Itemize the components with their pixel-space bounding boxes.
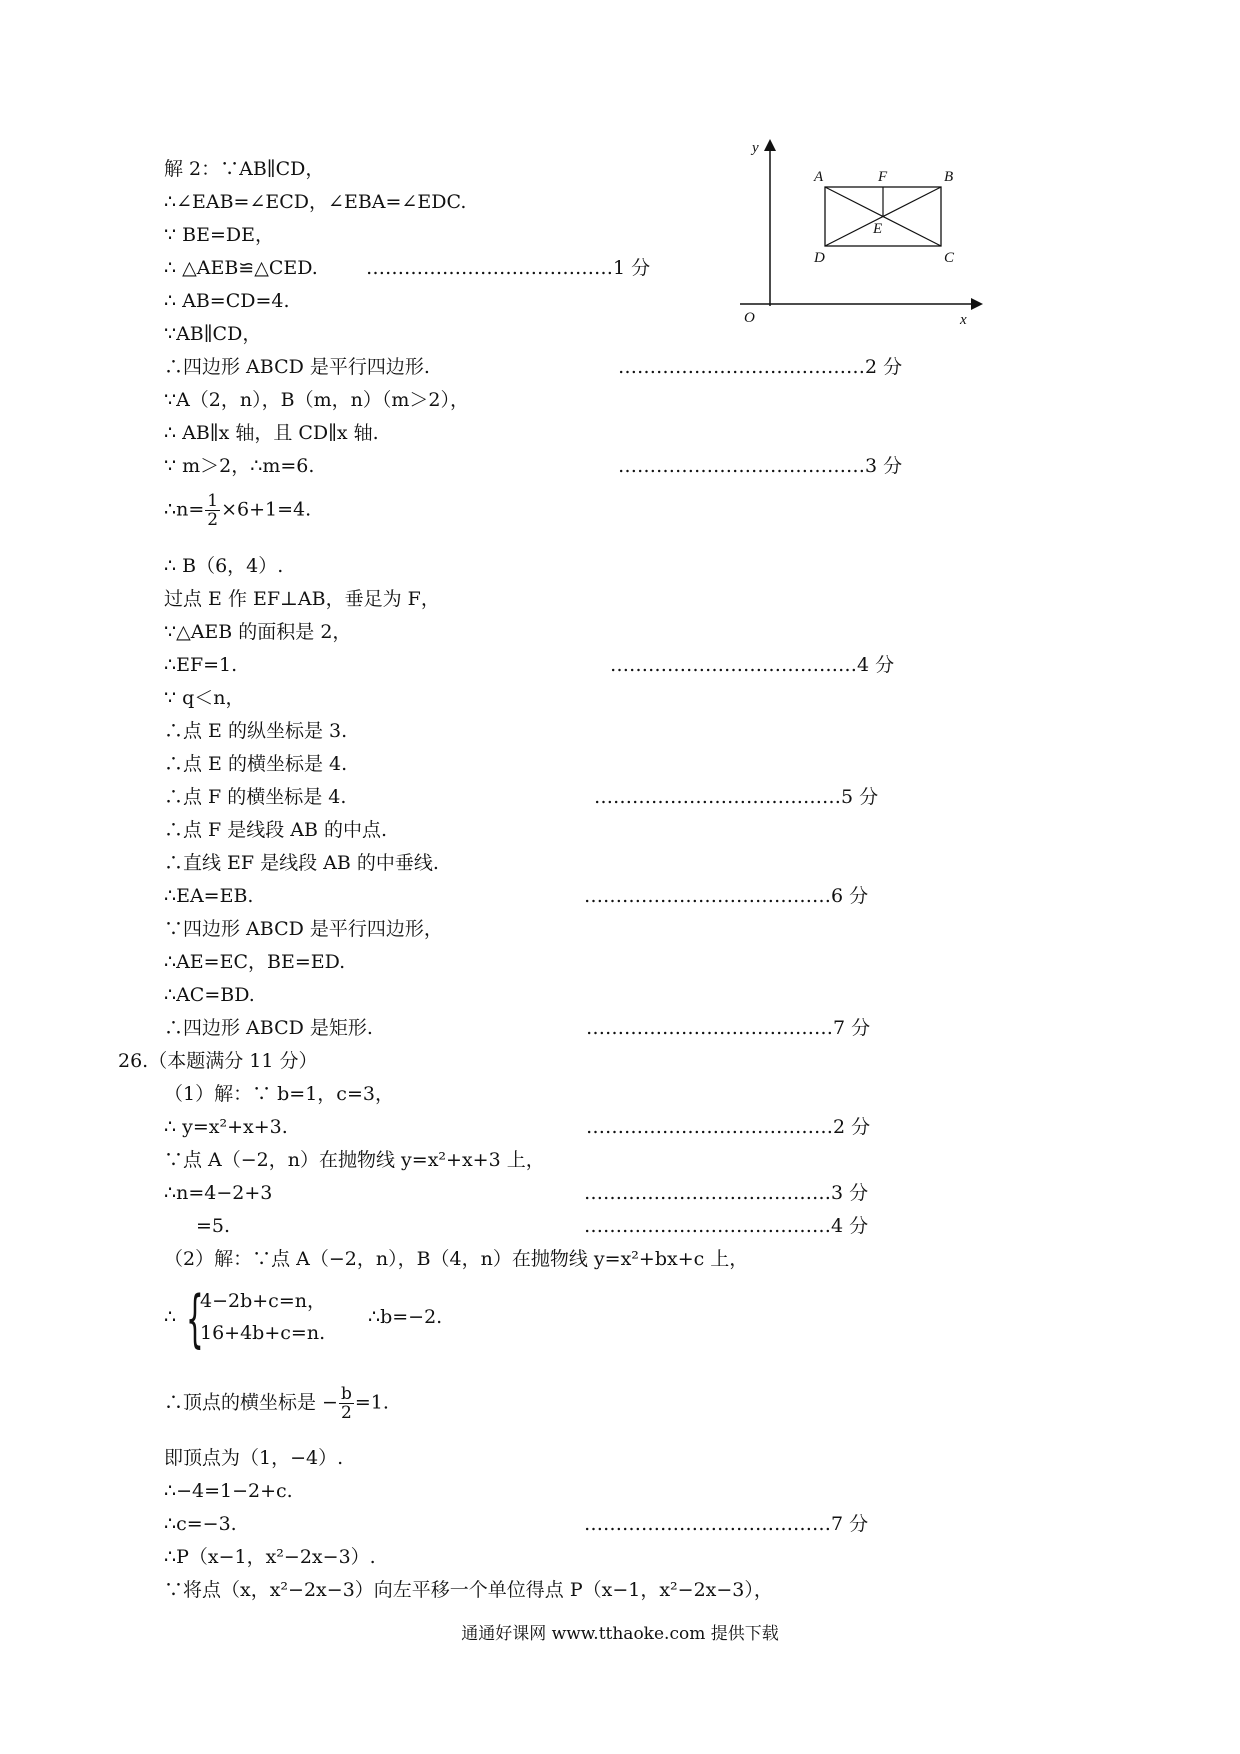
solution-line: ∵ m＞2，∴m=6. …………………………………3 分 [164,452,314,480]
solution-line: ∵ BE=DE， [164,224,274,246]
label-b: B [944,169,954,185]
solution-line: ∴n= $\frac{1}{2}$ ×6+1=4. [164,491,312,530]
solution-line: ∴AE=EC，BE=ED. [164,951,346,973]
solution-line: ∴P（x−1，x²−2x−3）. [164,1546,376,1568]
label-origin: O [744,310,755,326]
left-brace: { [186,1282,204,1355]
solution-line: ∴n=4−2+3 …………………………………3 分 [164,1179,272,1207]
score-mark: …………………………………4 分 [610,654,895,676]
score-mark: …………………………………3 分 [618,455,903,477]
solution-line: ∴四边形 ABCD 是矩形. …………………………………7 分 [164,1014,373,1042]
solution-line: ∴ △AEB≌△CED. …………………………………1 分 [164,254,318,282]
label-a: A [814,169,824,185]
label-e: E [873,221,883,237]
fraction: $\frac{b}{2}$ [340,1384,352,1423]
solution-line: ∴ y=x²+x+3. …………………………………2 分 [164,1113,288,1141]
solution-line: ∵ q＜n， [164,687,245,709]
solution-line: ∴c=−3. …………………………………7 分 [164,1510,237,1538]
equation-2: 16+4b+c=n. [200,1322,326,1344]
solution-line: ∴点 E 的纵坐标是 3. [164,720,348,742]
solution-line: ∴EF=1. …………………………………4 分 [164,651,237,679]
score-mark: …………………………………2 分 [618,356,903,378]
solution-line: ∴直线 EF 是线段 AB 的中垂线. [164,852,439,874]
equation-1: 4−2b+c=n， [200,1290,326,1312]
label-c: C [944,250,955,266]
solution-line: 过点 E 作 EF⊥AB，垂足为 F， [164,588,440,610]
solution-line: ∵AB∥CD， [164,323,262,345]
solution-line: ∴EA=EB. …………………………………6 分 [164,882,253,910]
solution-line: ∴四边形 ABCD 是平行四边形. …………………………………2 分 [164,353,430,381]
solution-line: ∴AC=BD. [164,984,255,1006]
coordinate-figure [730,136,990,336]
score-mark: …………………………………6 分 [584,885,869,907]
label-f: F [878,169,888,185]
solution-line: ∵A（2，n），B（m，n）（m＞2）， [164,389,469,411]
solution-line: ∴ B（6，4）. [164,555,284,577]
score-mark: …………………………………7 分 [584,1513,869,1535]
score-mark: …………………………………4 分 [584,1215,869,1237]
solution-line: （2）解：∵点 A（−2，n），B（4，n）在抛物线 y=x²+bx+c 上， [164,1248,749,1270]
solution-line: ∵点 A（−2，n）在抛物线 y=x²+x+3 上， [164,1149,545,1171]
label-x: x [960,312,967,328]
solution-line: ∵将点（x，x²−2x−3）向左平移一个单位得点 P（x−1，x²−2x−3）， [164,1579,773,1601]
solution-line: ∵△AEB 的面积是 2， [164,621,352,643]
solution-line: ∵四边形 ABCD 是平行四边形， [164,918,443,940]
score-mark: …………………………………3 分 [584,1182,869,1204]
solution-line: ∴点 E 的横坐标是 4. [164,753,348,775]
system-result: ∴b=−2. [368,1306,443,1328]
solution-line: =5. …………………………………4 分 [196,1212,230,1240]
solution-line: ∴∠EAB=∠ECD，∠EBA=∠EDC. [164,191,467,213]
score-mark: …………………………………7 分 [586,1017,871,1039]
label-d: D [814,250,825,266]
page-footer: 通通好课网 www.tthaoke.com 提供下载 [461,1624,779,1644]
solution-line: ∴−4=1−2+c. [164,1480,293,1502]
solution-line: 即顶点为（1，−4）. [164,1447,344,1469]
solution-line: ∴点 F 是线段 AB 的中点. [164,819,388,841]
score-mark: …………………………………5 分 [594,786,879,808]
solution-line: ∴点 F 的横坐标是 4. …………………………………5 分 [164,783,346,811]
label-y: y [752,140,759,156]
question-26-header: 26.（本题满分 11 分） [118,1050,318,1072]
score-mark: …………………………………1 分 [366,257,651,279]
solution-line: 解 2：∵AB∥CD， [164,158,325,180]
therefore-symbol: ∴ [164,1306,177,1328]
score-mark: …………………………………2 分 [586,1116,871,1138]
solution-line: ∴ AB∥x 轴，且 CD∥x 轴. [164,422,379,444]
solution-line: ∴顶点的横坐标是 − $\frac{b}{2}$ =1. [164,1384,389,1423]
fraction: $\frac{1}{2}$ [207,491,219,530]
solution-line: （1）解：∵ b=1，c=3， [164,1083,394,1105]
solution-line: ∴ AB=CD=4. [164,290,290,312]
